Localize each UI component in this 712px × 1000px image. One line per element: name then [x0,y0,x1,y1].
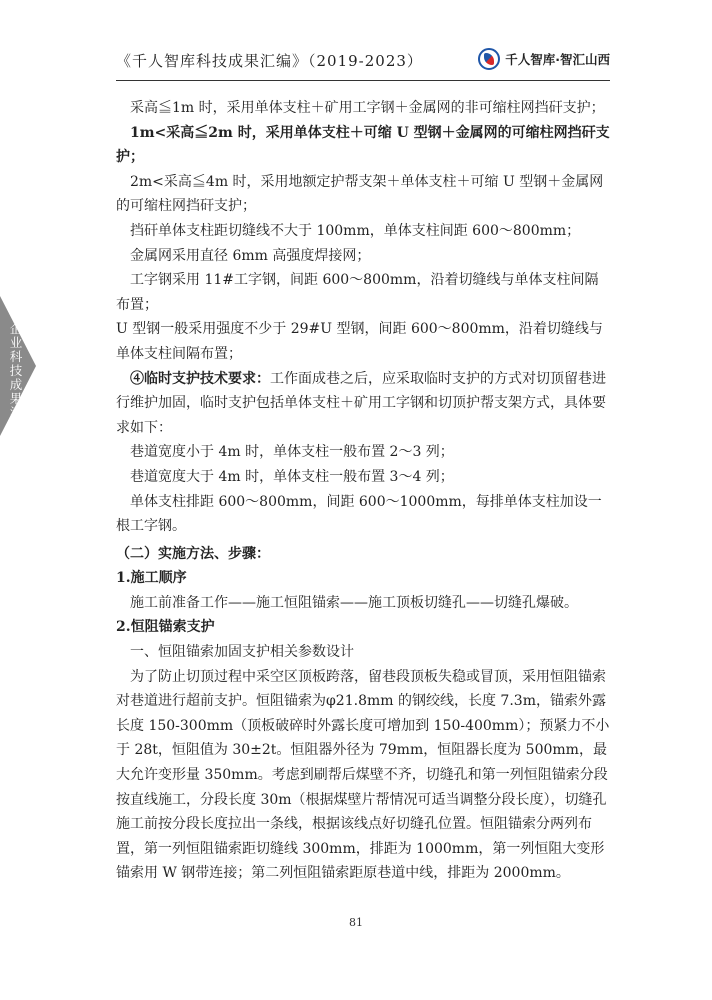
document-body [116,96,610,886]
paragraph: 单体支柱排距 600～800mm，间距 600～1000mm，每排单体支柱加设一根工字钢。 [116,493,602,535]
paragraph: 挡矸单体支柱距切缝线不大于 100mm，单体支柱间距 600～800mm； [130,222,581,239]
page-number: 81 [349,916,363,929]
paragraph-bold: 1m<采高≦2m 时，采用单体支柱＋可缩 U 型钢＋金属网的可缩柱网挡矸支护； [116,124,610,166]
paragraph-temporary-support [116,367,610,441]
header-divider [116,80,610,81]
paragraph: U 型钢一般采用强度不少于 29#U 型钢，间距 600～800mm，沿着切缝线与单体支柱间隔布置； [116,321,603,362]
paragraph: 工字钢采用 11#工字钢，间距 600～800mm，沿着切缝线与单体支柱间隔布置； [116,272,599,313]
paragraph: 2m<采高≦4m 时，采用地额定护帮支架＋单体支柱＋可缩 U 型钢＋金属网的可缩柱网挡矸支护； [116,173,604,215]
paragraph: 巷道宽度小于 4m 时，单体支柱一般布置 2～3 列； [130,444,454,461]
subheading: 2.恒阻锚索支护 [116,619,215,636]
section-heading: （二）实施方法、步骤： [116,545,270,562]
paragraph: 巷道宽度大于 4m 时，单体支柱一般布置 3～4 列； [130,468,454,485]
header-logo [478,48,610,70]
paragraph: 一、恒阻锚索加固支护相关参数设计 [130,644,354,661]
logo-text: 千人智库·智汇山西 [505,52,610,67]
header-title: 《千人智库科技成果汇编》（2019-2023） [116,52,423,70]
logo-icon [478,48,500,70]
side-tab [0,296,42,436]
paragraph: 金属网采用直径 6mm 高强度焊接网； [130,247,371,264]
paragraph: 施工前准备工作——施工恒阻锚索——施工顶板切缝孔——切缝孔爆破。 [130,594,578,611]
paragraph-lead-rest: 工作面成巷之后，应采取临时支护的方式对切顶留巷进行维护加固，临时支护包括单体支柱＋矿用工字钢和切顶护帮支架方式，具体要求如下： [116,370,606,436]
paragraph: 为了防止切顶过程中采空区顶板跨落，留巷段顶板失稳或冒顶，采用恒阻锚索对巷道进行超前支护。恒阻锚索为φ21.8mm 的钢绞线，长度 7.3m，锚索外露长度 150-300mm（顶板破碎时外露长度可增加到 150-400mm）；预紧力不小于 28t，恒阻值为 30±2t。恒阻器外径为 79mm，恒阻器长度为 500mm，最大允许变形量 350mm。考虑到刷帮后煤壁不齐，切缝孔和第一列恒阻锚索分段按直线施工，分段长度 30m（根据煤壁片帮情况可适当调整分段长度），切缝孔施工前按分段长度拉出一条线，根据该线点好切缝孔位置。恒阻锚索分两列布置，第一列恒阻锚索距切缝线 300mm，排距为 1000mm，第一列恒阻大变形锚索用 W 钢带连接；第二列恒阻锚索距原巷道中线，排距为 2000mm。 [116,668,610,882]
paragraph: 采高≦1m 时，采用单体支柱＋矿用工字钢＋金属网的非可缩柱网挡矸支护； [130,100,605,116]
paragraph-lead-bold: ④临时支护技术要求： [130,370,270,387]
page-header [116,44,610,78]
side-tab-label: 企业科技成果汇编 [9,321,23,434]
subheading: 1.施工顺序 [116,570,187,587]
